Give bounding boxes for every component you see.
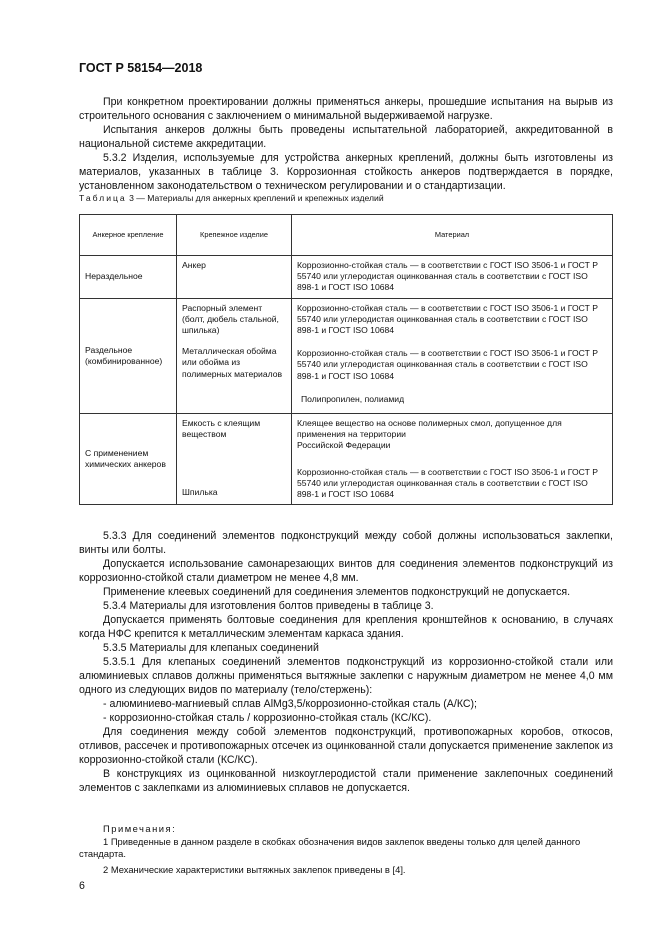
paragraph-anchor-testing: При конкретном проектировании должны применяться анкеры, прошедшие испытания на вырыв из строительного основания с заключением о минимальной выдерживаемой нагрузке. <box>79 96 613 122</box>
table-caption <box>79 193 384 203</box>
table-caption-title: 3 — Материалы для анкерных креплений и крепежных изделий <box>129 193 384 203</box>
notes-heading: Примечания: <box>103 823 177 834</box>
list-item: - алюминиево-магниевый сплав AlMg3,5/коррозионно-стойкая сталь (А/КС); <box>103 698 477 710</box>
cell-fastener <box>177 414 292 505</box>
paragraph-5-3-5-1: 5.3.5.1 Для клепаных соединений элементов подконструкций из коррозионно-стойкой стали или алюминиевых сплавов должны применяться вытяжные заклепки с наружным диаметром не менее 4,0 мм одного из следующих видов по материалу (тело/стержень): <box>79 656 613 696</box>
material-steel-c: Коррозионно-стойкая сталь — в соответствии с ГОСТ ISO 3506-1 и ГОСТ Р 55740 или углеродистая оцинкованная сталь в соответствии с ГОСТ ISO 898-1 и ГОСТ ISO 10684 <box>297 466 598 500</box>
paragraph-5-3-3: 5.3.3 Для соединений элементов подконструкций между собой должны использоваться заклепки, винты или болты. <box>79 530 613 556</box>
material-steel-b: Коррозионно-стойкая сталь — в соответствии с ГОСТ ISO 3506-1 и ГОСТ Р 55740 или углеродистая оцинкованная сталь в соответствии с ГОСТ ISO 898-1 и ГОСТ ISO 10684 <box>297 348 598 381</box>
fastener-sleeve: Металлическая обойма или обойма из полимерных материалов <box>182 346 283 379</box>
cell-material <box>292 414 613 505</box>
paragraph-5-3-4: 5.3.4 Материалы для изготовления болтов приведены в таблице 3. <box>103 600 434 612</box>
cell-material <box>292 298 613 413</box>
header-material: Материал <box>292 215 613 256</box>
document-header: ГОСТ Р 58154—2018 <box>79 61 203 75</box>
header-anchor-type: Анкерное крепление <box>80 215 177 256</box>
note-2: 2 Механические характеристики вытяжных заклепок приведены в [4]. <box>103 864 406 875</box>
material-adhesive: Клеящее вещество на основе полимерных смол, допущенное для применения на территории <box>297 418 562 440</box>
paragraph-lab-accreditation: Испытания анкеров должны быть проведены испытательной лабораторией, аккредитованной в национальной системе аккредитации. <box>79 124 613 150</box>
fastener-adhesive-capsule: Емкость с клеящим веществом <box>182 418 261 440</box>
list-item: - коррозионно-стойкая сталь / коррозионно-стойкая сталь (КС/КС). <box>103 712 432 724</box>
paragraph-5-3-5: 5.3.5 Материалы для клепаных соединений <box>103 642 319 654</box>
cell-fastener: Анкер <box>177 256 292 299</box>
header-fastener: Крепежное изделие <box>177 215 292 256</box>
page-number: 6 <box>79 880 85 892</box>
paragraph-bolts: Допускается применять болтовые соединения для крепления кронштейнов к основанию, в случаях когда НФС крепится к металлическим элементам каркаса здания. <box>79 614 613 640</box>
table-row <box>80 256 613 299</box>
material-polymer: Полипропилен, полиамид <box>301 393 405 404</box>
table-header-row <box>80 215 613 256</box>
note-1: 1 Приведенные в данном разделе в скобках обозначения видов заклепок введены только для целей данного стандарта. <box>79 836 581 859</box>
cell-fastener <box>177 298 292 413</box>
fastener-stud: Шпилька <box>182 487 218 498</box>
table-row <box>80 298 613 413</box>
table-caption-label: Таблица <box>79 193 127 203</box>
materials-table <box>79 214 613 505</box>
material-steel-a: Коррозионно-стойкая сталь — в соответствии с ГОСТ ISO 3506-1 и ГОСТ Р 55740 или углеродистая оцинкованная сталь в соответствии с ГОСТ ISO 898-1 и ГОСТ ISO 10684 <box>297 302 598 336</box>
paragraph-5-3-2: 5.3.2 Изделия, используемые для устройства анкерных креплений, должны быть изготовлены из материалов, указанных в таблице 3. Коррозионная стойкость анкеров подтверждается в порядке, установленном законодательством о техническом регулировании и о стандартизации. <box>79 152 613 192</box>
paragraph-self-tapping: Допускается использование самонарезающих винтов для соединения элементов подконструкций из коррозионно-стойкой стали диаметром не менее 4,8 мм. <box>79 558 613 584</box>
paragraph-rivet-join: Для соединения между собой элементов подконструкций, противопожарных коробов, откосов, отливов, рассечек и противопожарных отсечек из оцинкованной стали допускается применение заклепок из коррозионно-стойкой стали (КС/КС). <box>79 726 613 766</box>
table-row <box>80 414 613 505</box>
paragraph-glue: Применение клеевых соединений для соединения элементов подконструкций не допускается. <box>103 586 571 598</box>
fastener-expansion-element: Распорный элемент (болт, дюбель стальной, шпилька) <box>182 302 279 336</box>
material-adhesive-cont: Российской Федерации <box>297 440 391 451</box>
cell-anchor-type: С применением химических анкеров <box>80 414 177 505</box>
cell-anchor-type: Нераздельное <box>80 256 177 299</box>
cell-material: Коррозионно-стойкая сталь — в соответствии с ГОСТ ISO 3506-1 и ГОСТ Р 55740 или углеродистая оцинкованная сталь в соответствии с ГОСТ ISO 898-1 и ГОСТ ISO 10684 <box>292 256 613 299</box>
paragraph-low-carbon: В конструкциях из оцинкованной низкоуглеродистой стали применение заклепочных соединений элементов с заклепками из алюминиевых сплавов не допускается. <box>79 768 613 794</box>
cell-anchor-type: Раздельное (комбинированное) <box>80 298 177 413</box>
